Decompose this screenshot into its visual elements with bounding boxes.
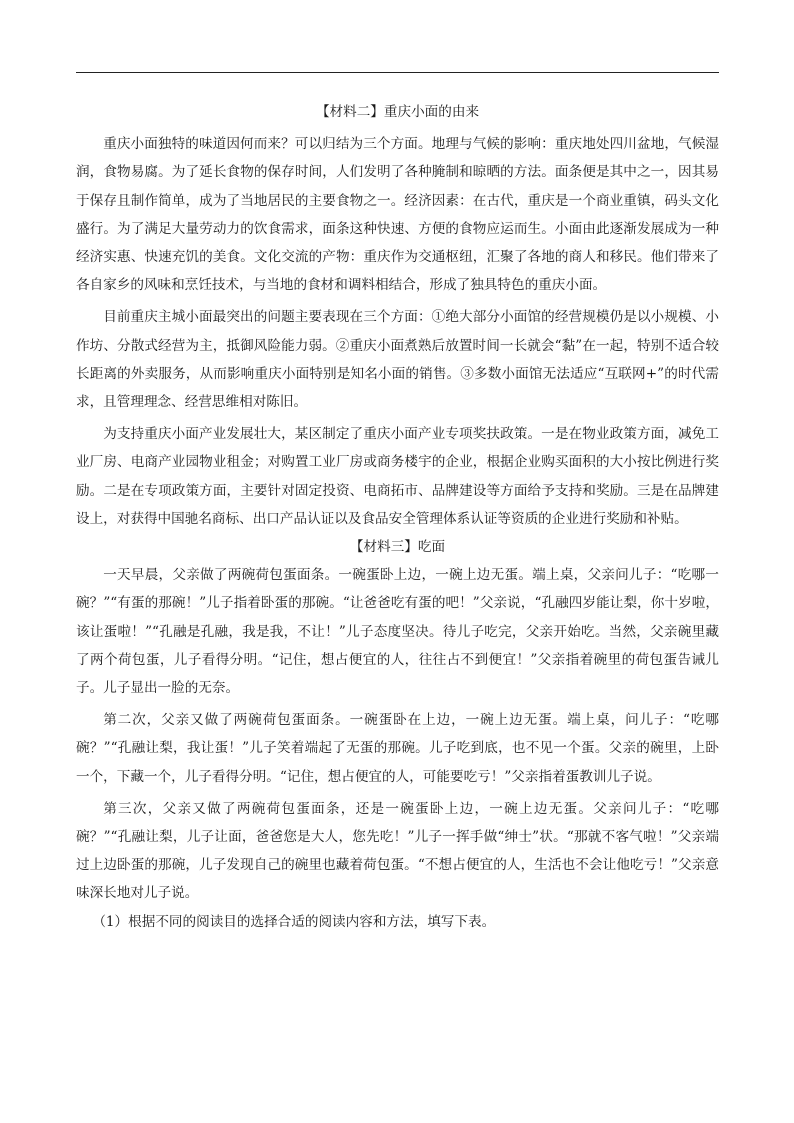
material-two-paragraph-origin: 重庆小面独特的味道因何而来？可以归结为三个方面。地理与气候的影响：重庆地处四川盆地，气候湿润，食物易腐。为了延长食物的保存时间，人们发明了各种腌制和晾晒的方法。面条便是其中之一，因其易于保存且制作简单，成为了当地居民的主要食物之一。经济因素：在古代，重庆是一个商业重镇，码头文化盛行。为了满足大量劳动力的饮食需求，面条这种快速、方便的食物应运而生。小面由此逐渐发展成为一种经济实惠、快速充饥的美食。文化交流的产物：重庆作为交通枢纽，汇聚了各地的商人和移民。他们带来了各自家乡的风味和烹饪技术，与当地的食材和调料相结合，形成了独具特色的重庆小面。 <box>76 136 719 294</box>
material-three-paragraph-first: 一天早晨，父亲做了两碗荷包蛋面条。一碗蛋卧上边，一碗上边无蛋。端上桌，父亲问儿子：“吃哪一碗？”“有蛋的那碗！”儿子指着卧蛋的那碗。“让爸爸吃有蛋的吧！”父亲说，“孔融四岁能让梨，你十岁啦，该让蛋啦！”“孔融是孔融，我是我，不让！”儿子态度坚决。待儿子吃完，父亲开始吃。当然，父亲碗里藏了两个荷包蛋，儿子看得分明。“记住，想占便宜的人，往往占不到便宜！”父亲指着碗里的荷包蛋告诫儿子。儿子显出一脸的无奈。 <box>76 567 719 697</box>
document-body <box>76 98 719 936</box>
material-three-paragraph-third: 第三次，父亲又做了两碗荷包蛋面条，还是一碗蛋卧上边，一碗上边无蛋。父亲问儿子：“吃哪碗？”“孔融让梨，儿子让面，爸爸您是大人，您先吃！”儿子一挥手做“绅士”状。“那就不客气啦！”父亲端过上边卧蛋的那碗，儿子发现自己的碗里也藏着荷包蛋。“不想占便宜的人，生活也不会让他吃亏！”父亲意味深长地对儿子说。 <box>76 800 719 902</box>
material-two-heading: 【材料二】重庆小面的由来 <box>315 104 480 120</box>
material-three-paragraph-second: 第二次，父亲又做了两碗荷包蛋面条。一碗蛋卧在上边，一碗上边无蛋。端上桌，问儿子：“吃哪碗？”“孔融让梨，我让蛋！”儿子笑着端起了无蛋的那碗。儿子吃到底，也不见一个蛋。父亲的碗里，上卧一个，下藏一个，儿子看得分明。“记住，想占便宜的人，可能要吃亏！”父亲指着蛋教训儿子说。 <box>76 712 719 785</box>
material-two-paragraph-problems: 目前重庆主城小面最突出的问题主要表现在三个方面：①绝大部分小面馆的经营规模仍是以小规模、小作坊、分散式经营为主，抵御风险能力弱。②重庆小面煮熟后放置时间一长就会“黏”在一起，特别不适合较长距离的外卖服务，从而影响重庆小面特别是知名小面的销售。③多数小面馆无法适应“互联网+”的时代需求，且管理理念、经营思维相对陈旧。 <box>76 309 719 411</box>
question-one: （1）根据不同的阅读目的选择合适的阅读内容和方法，填写下表。 <box>92 913 496 930</box>
material-two-paragraph-policy: 为支持重庆小面产业发展壮大，某区制定了重庆小面产业专项奖扶政策。一是在物业政策方面，减免工业厂房、电商产业园物业租金；对购置工业厂房或商务楼宇的企业，根据企业购买面积的大小按比例进行奖励。二是在专项政策方面，主要针对固定投资、电商拓市、品牌建设等方面给予支持和奖励。三是在品牌建设上，对获得中国驰名商标、出口产品认证以及食品安全管理体系认证等资质的企业进行奖励和补贴。 <box>76 426 719 527</box>
material-three-heading: 【材料三】吃面 <box>349 539 446 556</box>
header-rule <box>76 72 719 73</box>
